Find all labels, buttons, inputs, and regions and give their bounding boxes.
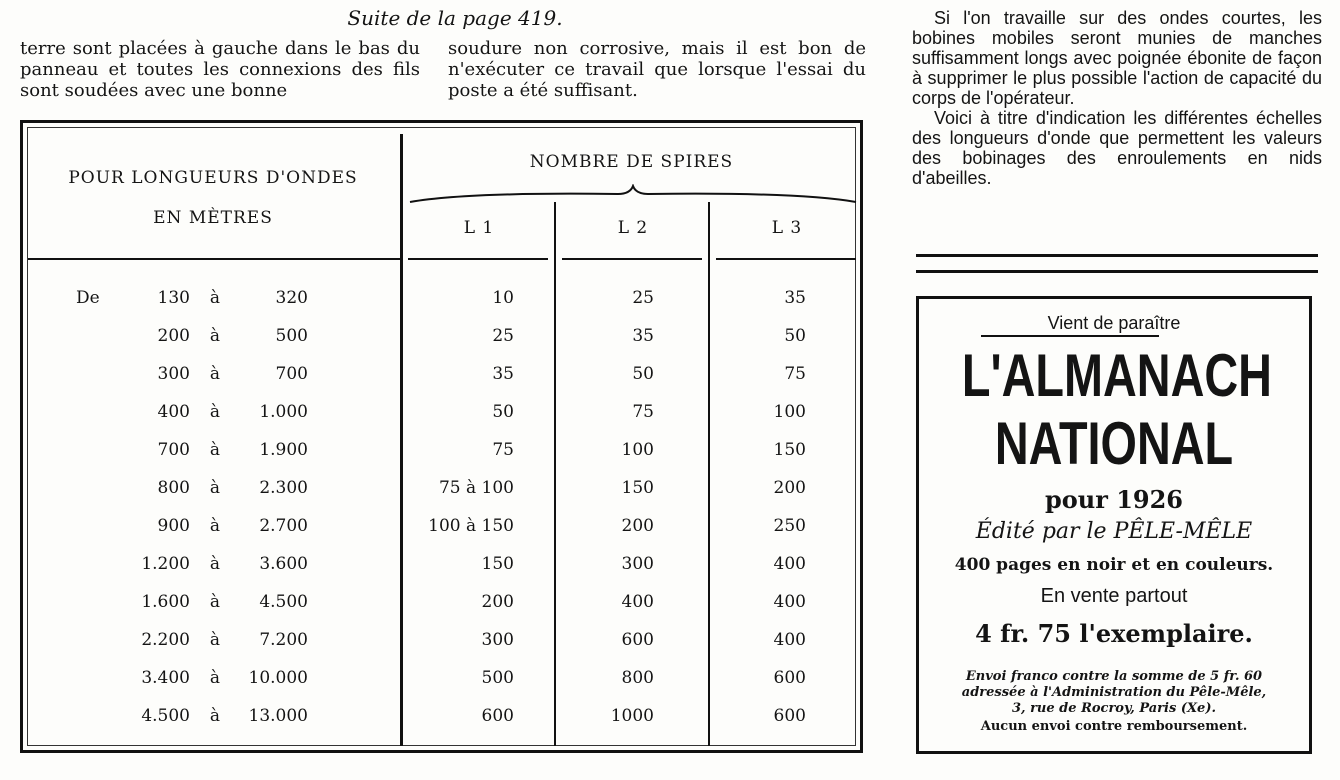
row-l2: 75 [632, 402, 654, 422]
row-sep: à [209, 668, 221, 688]
row-sep: à [209, 630, 221, 650]
row-sep: à [209, 478, 221, 498]
row-l3: 100 [773, 402, 806, 422]
row-to: 1.900 [259, 440, 308, 460]
ad-year: pour 1926 [1044, 485, 1184, 514]
row-l2: 150 [621, 478, 654, 498]
row-l1: 200 [481, 592, 514, 612]
row-sep: à [209, 402, 221, 422]
paragraph: Voici à titre d'indication les différentes échelles des longueurs d'onde que permettent les valeurs des bobinages des enroulements en nids d'abeilles. [912, 108, 1322, 188]
ad-shipping-line-3: 3, rue de Rocroy, Paris (Xe). [1011, 701, 1217, 716]
row-from: 800 [157, 478, 190, 498]
row-l3: 400 [773, 554, 806, 574]
table-header-spires: NOMBRE DE SPIRES [529, 152, 734, 172]
row-from: 200 [157, 326, 190, 346]
text-column-right [912, 8, 1322, 188]
coil-table [20, 120, 863, 753]
table-col-l1: L 1 [463, 218, 495, 238]
row-l2: 50 [632, 364, 654, 384]
divider-rule [916, 254, 1318, 257]
table-header-rule [28, 258, 400, 260]
row-from: 700 [157, 440, 190, 460]
row-sep: à [209, 706, 221, 726]
row-l2: 100 [621, 440, 654, 460]
divider-rule [916, 270, 1318, 273]
paragraph: soudure non corrosive, mais il est bon de n'exécuter ce travail que lorsque l'essai du poste a été suffisant. [448, 38, 866, 101]
row-l2: 35 [632, 326, 654, 346]
row-l3: 600 [773, 706, 806, 726]
row-to: 2.700 [259, 516, 308, 536]
row-l1: 35 [492, 364, 514, 384]
row-l1: 10 [492, 288, 514, 308]
row-prefix: De [76, 288, 100, 308]
row-sep: à [209, 288, 221, 308]
ad-title-line-1: L'ALMANACH [961, 342, 1272, 409]
row-l1: 75 [492, 440, 514, 460]
table-header-range-2: EN MÈTRES [153, 208, 273, 228]
table-header-rule [716, 258, 856, 260]
ad-price: 4 fr. 75 l'exemplaire. [975, 619, 1253, 648]
row-to: 2.300 [259, 478, 308, 498]
table-col-l2: L 2 [617, 218, 649, 238]
row-l2: 300 [621, 554, 654, 574]
row-from: 3.400 [141, 668, 190, 688]
paragraph: Si l'on travaille sur des ondes courtes, les bobines mobiles seront munies de manches suffisamment longs avec poignée ébonite de façon à supprimer le plus possible l'action de capacité du corps de l'opérateur. [912, 8, 1322, 108]
table-header-rule [408, 258, 548, 260]
row-l3: 75 [784, 364, 806, 384]
table-divider-l1 [554, 202, 556, 746]
ad-sale: En vente partout [1040, 585, 1188, 607]
row-to: 10.000 [248, 668, 308, 688]
row-l1: 600 [481, 706, 514, 726]
page-header: Suite de la page 419. [347, 6, 563, 30]
almanach-advert [916, 296, 1312, 754]
text-column-left [20, 38, 420, 101]
row-sep: à [209, 554, 221, 574]
row-to: 4.500 [259, 592, 308, 612]
ad-kicker-rule [981, 335, 1159, 337]
row-sep: à [209, 516, 221, 536]
ad-shipping-line-2: adressée à l'Administration du Pêle-Mêle, [961, 685, 1267, 700]
row-l3: 35 [784, 288, 806, 308]
row-to: 700 [275, 364, 308, 384]
row-l1: 75 à 100 [438, 478, 514, 498]
row-l3: 400 [773, 630, 806, 650]
row-from: 130 [157, 288, 190, 308]
row-from: 4.500 [141, 706, 190, 726]
text-column-middle [448, 38, 866, 101]
row-to: 13.000 [248, 706, 308, 726]
row-l1: 150 [481, 554, 514, 574]
row-to: 500 [275, 326, 308, 346]
row-l3: 250 [773, 516, 806, 536]
row-l1: 25 [492, 326, 514, 346]
row-from: 300 [157, 364, 190, 384]
row-l2: 800 [621, 668, 654, 688]
row-l2: 1000 [610, 706, 654, 726]
row-l2: 200 [621, 516, 654, 536]
row-l3: 150 [773, 440, 806, 460]
ad-shipping-line-1: Envoi franco contre la somme de 5 fr. 60 [965, 669, 1263, 684]
ad-title-line-2: NATIONAL [994, 410, 1234, 477]
ad-note: Aucun envoi contre remboursement. [980, 719, 1248, 734]
row-l3: 200 [773, 478, 806, 498]
row-sep: à [209, 440, 221, 460]
row-from: 900 [157, 516, 190, 536]
row-sep: à [209, 592, 221, 612]
row-l2: 400 [621, 592, 654, 612]
row-l3: 50 [784, 326, 806, 346]
row-l1: 300 [481, 630, 514, 650]
row-l3: 400 [773, 592, 806, 612]
row-sep: à [209, 326, 221, 346]
row-from: 2.200 [141, 630, 190, 650]
table-divider-main [400, 134, 403, 746]
row-from: 1.200 [141, 554, 190, 574]
ad-kicker: Vient de paraître [1047, 313, 1181, 333]
row-to: 3.600 [259, 554, 308, 574]
row-l1: 100 à 150 [428, 516, 514, 536]
row-to: 1.000 [259, 402, 308, 422]
row-from: 1.600 [141, 592, 190, 612]
row-l3: 600 [773, 668, 806, 688]
row-to: 7.200 [259, 630, 308, 650]
row-from: 400 [157, 402, 190, 422]
table-header-rule [562, 258, 702, 260]
row-sep: à [209, 364, 221, 384]
row-l1: 50 [492, 402, 514, 422]
table-header-range-1: POUR LONGUEURS D'ONDES [68, 168, 358, 188]
row-to: 320 [275, 288, 308, 308]
table-col-l3: L 3 [771, 218, 803, 238]
ad-publisher: Édité par le PÊLE-MÊLE [975, 519, 1253, 544]
row-l2: 25 [632, 288, 654, 308]
table-divider-l2 [708, 202, 710, 746]
row-l2: 600 [621, 630, 654, 650]
header-brace [408, 184, 858, 206]
table-inner-border [27, 127, 856, 746]
paragraph: terre sont placées à gauche dans le bas du panneau et toutes les connexions des fils sont soudées avec une bonne [20, 38, 420, 101]
ad-pages: 400 pages en noir et en couleurs. [954, 555, 1274, 575]
row-l1: 500 [481, 668, 514, 688]
